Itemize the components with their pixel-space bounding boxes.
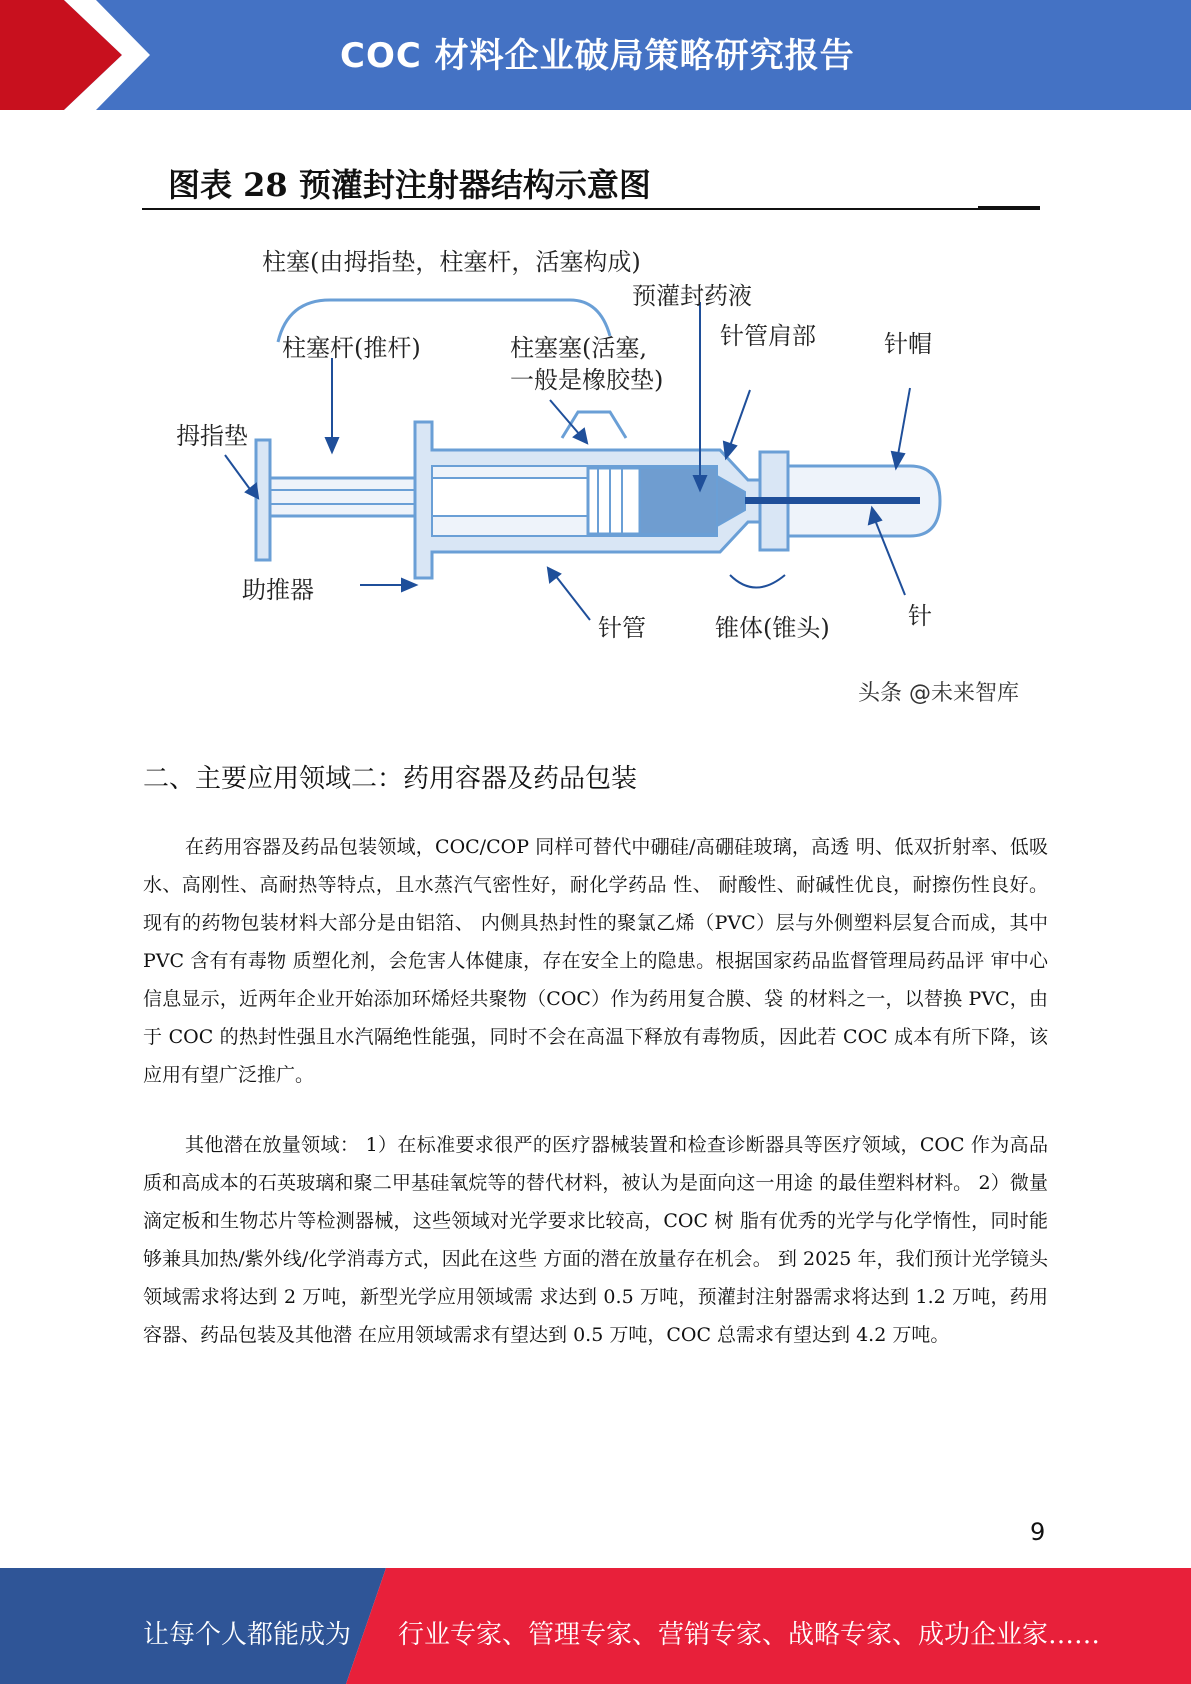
section-heading: 二、主要应用领域二：药用容器及药品包装: [143, 764, 638, 794]
label-prefilled-liquid: 预灌封药液: [632, 282, 752, 310]
header-title: COC 材料企业破局策略研究报告: [340, 36, 855, 76]
label-thumb-pad: 拇指垫: [176, 422, 248, 450]
label-finger-flange: 助推器: [242, 576, 314, 604]
header-chevron-icon: [0, 0, 160, 110]
label-cone: 锥体(锥头): [715, 614, 830, 642]
paragraph-1: 在药用容器及药品包装领域，COC/COP 同样可替代中硼硅/高硼硅玻璃，高透 明、低双折射率、低吸水、高刚性、高耐热等特点，且水蒸汽气密性好，耐化学药品 性、 耐酸性、耐碱性优良，耐擦伤性良好。现有的药物包装材料大部分是由铝箔、 内侧具热封性的聚氯乙烯（PVC）层与外侧塑料层复合而成，其中 PVC 含有有毒物 质塑化剂，会危害人体健康，存在安全上的隐患。根据国家药品监督管理局药品评 审中心信息显示，近两年企业开始添加环烯烃共聚物（COC）作为药用复合膜、袋 的材料之一，以替换 PVC，由于 COC 的热封性强且水汽隔绝性能强，同时不会在高温下释放有毒物质，因此若 COC 成本有所下降，该应用有望广泛推广。: [143, 836, 1048, 1086]
label-plunger-group: 柱塞(由拇指垫，柱塞杆，活塞构成): [262, 248, 641, 276]
figure-source: 头条 @未来智库: [858, 681, 1019, 706]
page-header: [0, 0, 1191, 110]
label-stopper-line2: 一般是橡胶垫): [510, 366, 664, 394]
label-plunger-rod: 柱塞杆(推杆): [282, 334, 421, 362]
label-barrel-shoulder: 针管肩部: [720, 322, 816, 350]
page-number: 9: [1030, 1518, 1046, 1546]
label-needle-cap: 针帽: [884, 330, 932, 358]
label-stopper-line1: 柱塞塞(活塞,: [510, 334, 647, 362]
footer-slogan-right: 行业专家、管理专家、营销专家、战略专家、成功企业家……: [398, 1620, 1101, 1650]
caption-divider: [142, 208, 1040, 210]
footer-slogan-left: 让每个人都能成为: [143, 1620, 352, 1650]
syringe-diagram: [170, 240, 950, 650]
label-needle: 针: [908, 602, 932, 630]
label-barrel: 针管: [598, 614, 646, 642]
page-footer: [0, 1568, 1191, 1684]
paragraph-2: 其他潜在放量领域： 1）在标准要求很严的医疗器械装置和检查诊断器具等医疗领域，COC 作为高品质和高成本的石英玻璃和聚二甲基硅氧烷等的替代材料，被认为是面向这一用途 的最佳塑料材料。 2）微量滴定板和生物芯片等检测器械，这些领域对光学要求比较高，COC 树 脂有优秀的光学与化学惰性，同时能够兼具加热/紫外线/化学消毒方式，因此在这些 方面的潜在放量存在机会。 到 2025 年，我们预计光学镜头领域需求将达到 2 万吨，新型光学应用领域需 求达到 0.5 万吨，预灌封注射器需求将达到 1.2 万吨，药用容器、药品包装及其他潜 在应用领域需求有望达到 0.5 万吨，COC 总需求有望达到 4.2 万吨。: [143, 1134, 1048, 1346]
figure-caption: 图表 28 预灌封注射器结构示意图: [168, 166, 651, 204]
caption-divider-accent: [978, 206, 1040, 210]
